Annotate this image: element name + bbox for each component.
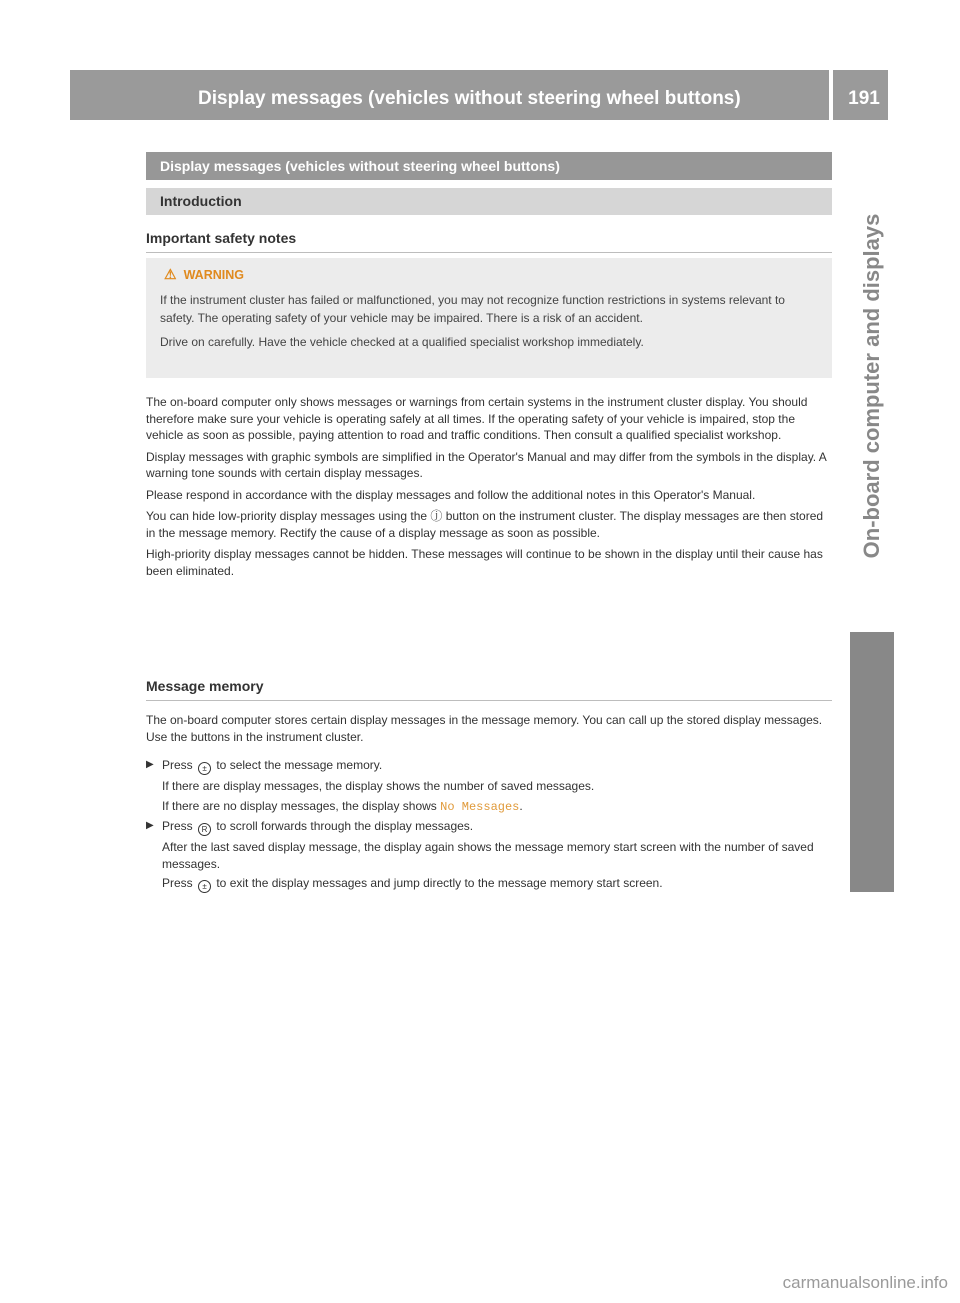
step-2-result: After the last saved display message, the display again shows the message memory start screen with the number of saved messages. xyxy=(162,840,814,871)
intro-text xyxy=(146,394,832,584)
exit-button-icon: ± xyxy=(198,880,211,893)
warning-label: WARNING xyxy=(183,268,244,282)
message-memory-button-icon: ± xyxy=(198,762,211,775)
warning-header xyxy=(164,266,818,283)
subsection-title: Introduction xyxy=(146,188,832,215)
warning-box xyxy=(146,258,832,378)
step-1-result: If there are display messages, the display shows the number of saved messages. xyxy=(162,779,595,793)
memory-intro: The on-board computer stores certain display messages in the message memory. You can call up the stored display messages. Use the buttons in the instrument cluster. xyxy=(146,713,823,744)
intro-paragraph: Display messages with graphic symbols are simplified in the Operator's Manual and may differ from the symbols in the display. A warning tone sounds with certain display messages. xyxy=(146,449,827,480)
memory-heading: Message memory xyxy=(146,678,832,701)
side-tab-label: On-board computer and displays xyxy=(859,213,884,559)
header-divider xyxy=(829,70,833,120)
side-tab-marker xyxy=(850,632,894,892)
warning-paragraph: If the instrument cluster has failed or malfunctioned, you may not recognize function restrictions in systems relevant to safety. The operating safety of your vehicle may be impaired. There is a risk of an accident. xyxy=(160,293,785,325)
scroll-button-icon: R xyxy=(198,823,211,836)
safety-heading: Important safety notes xyxy=(146,230,832,253)
step-1-instruction: Press ± to select the message memory. xyxy=(162,758,383,773)
step-2-exit: Press ± to exit the display messages and jump directly to the message memory start screen. xyxy=(162,876,663,891)
header-title: Display messages (vehicles without steering wheel buttons) xyxy=(198,88,741,109)
step-2-instruction: Press R to scroll forwards through the display messages. xyxy=(162,819,474,834)
watermark: carmanualsonline.info xyxy=(782,1273,948,1292)
side-tab xyxy=(850,156,894,616)
warning-triangle-icon: ⚠ xyxy=(164,266,177,282)
step-2 xyxy=(146,818,832,896)
intro-paragraph: Please respond in accordance with the display messages and follow the additional notes in this Operator's Manual. xyxy=(146,487,756,502)
page-header xyxy=(70,70,888,120)
section-title: Display messages (vehicles without steering wheel buttons) xyxy=(146,152,832,180)
warning-paragraph: Drive on carefully. Have the vehicle checked at a qualified specialist workshop immediately. xyxy=(160,335,644,349)
step-arrow-icon: ▶ xyxy=(146,820,154,831)
step-1-no-messages: If there are no display messages, the display shows No Messages. xyxy=(162,798,523,814)
display-text-no-messages: No Messages xyxy=(440,799,520,814)
intro-paragraph: High-priority display messages cannot be hidden. These messages will continue to be shown in the display until their cause has been eliminated. xyxy=(146,547,823,578)
step-arrow-icon: ▶ xyxy=(146,759,154,770)
memory-intro-text xyxy=(146,712,832,750)
intro-paragraph: You can hide low-priority display messages using the ⓙ button on the instrument cluster. The display messages are then stored in the message memory. Rectify the cause of a display message as soon as possible. xyxy=(146,509,824,540)
intro-paragraph: The on-board computer only shows messages or warnings from certain systems in the instrument cluster display. You should therefore make sure your vehicle is operating safely at all times. If the operating safety of your vehicle is impaired, stop the vehicle as soon as possible, paying attention to road and traffic conditions. Then consult a qualified specialist workshop. xyxy=(146,395,808,442)
page-number: 191 xyxy=(848,88,880,109)
step-1 xyxy=(146,757,832,818)
